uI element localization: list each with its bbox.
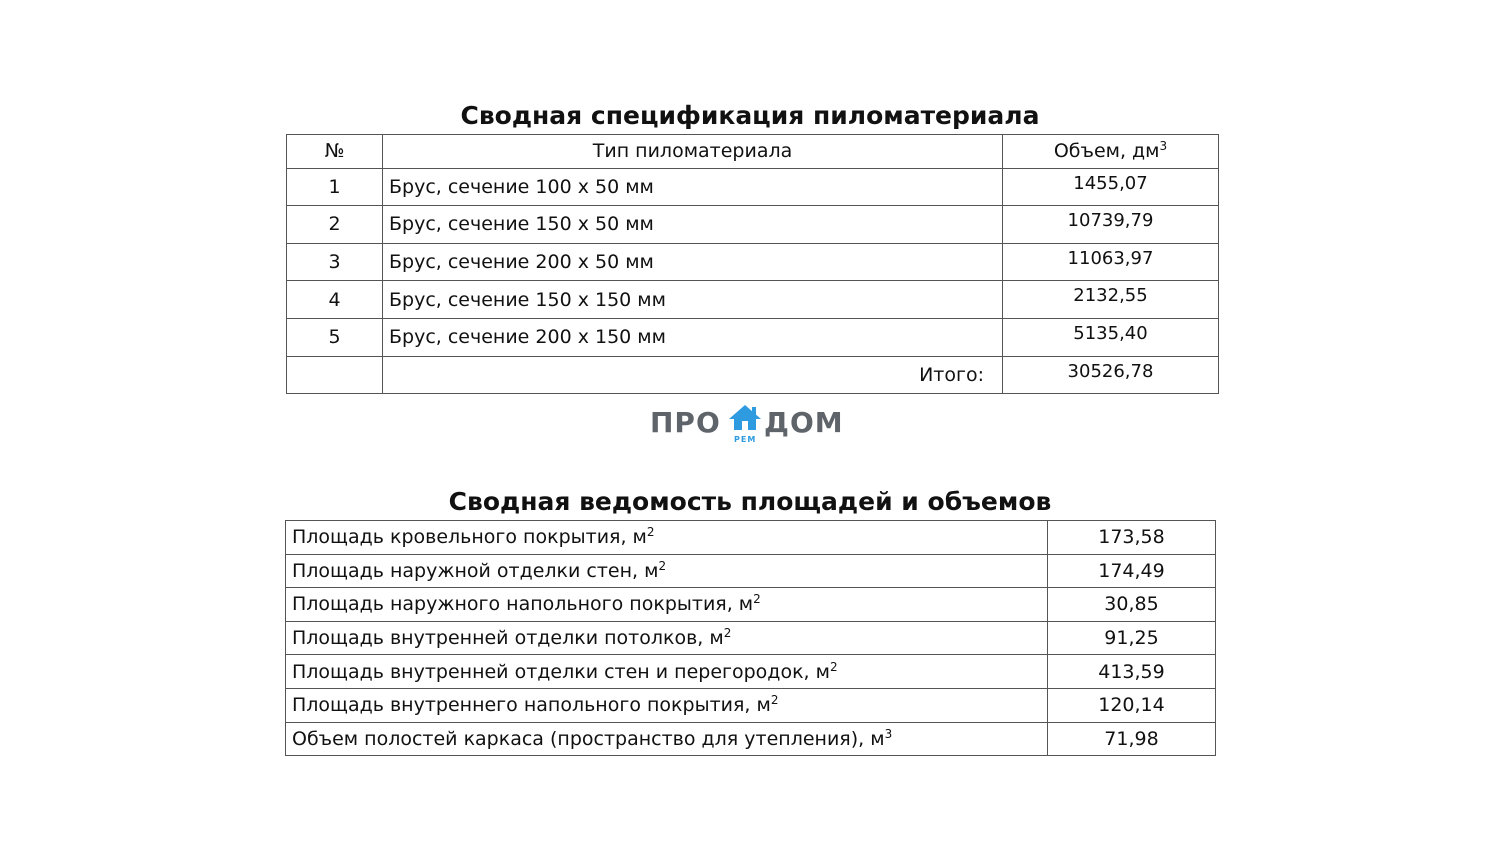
row-unit-sup: 2	[646, 525, 655, 540]
logo-sub-text: РЕМ	[734, 435, 757, 444]
table-row	[287, 243, 1219, 281]
row-label	[286, 722, 1048, 756]
total-empty-cell	[287, 356, 383, 394]
row-label-text: Объем полостей каркаса (пространство для утепления), м	[292, 727, 885, 750]
areas-title: Сводная ведомость площадей и объемов	[448, 487, 1052, 516]
row-value: 173,58	[1048, 521, 1216, 555]
row-unit-sup: 2	[723, 626, 732, 641]
table-row	[287, 318, 1219, 356]
row-volume: 2132,55	[1003, 281, 1219, 319]
row-label-text: Площадь наружного напольного покрытия, м	[292, 593, 754, 616]
row-label-text: Площадь наружной отделки стен, м	[292, 559, 659, 582]
row-label-text: Площадь внутреннего напольного покрытия, м	[292, 694, 771, 717]
row-volume: 10739,79	[1003, 206, 1219, 244]
row-type: Брус, сечение 150 х 50 мм	[383, 206, 1003, 244]
row-unit-sup: 2	[658, 558, 667, 573]
total-row	[287, 356, 1219, 394]
row-type: Брус, сечение 150 х 150 мм	[383, 281, 1003, 319]
row-label	[286, 521, 1048, 555]
row-unit-sup: 2	[829, 659, 838, 674]
header-volume-label: Объем, дм	[1053, 140, 1160, 163]
row-value: 120,14	[1048, 688, 1216, 722]
total-label: Итого:	[383, 356, 1003, 394]
table-row	[286, 722, 1216, 756]
table-row	[286, 521, 1216, 555]
row-num: 3	[287, 243, 383, 281]
row-label	[286, 655, 1048, 689]
row-value: 71,98	[1048, 722, 1216, 756]
lumber-spec-table	[286, 134, 1219, 394]
row-value: 174,49	[1048, 554, 1216, 588]
row-unit-sup: 2	[770, 693, 779, 708]
row-num: 4	[287, 281, 383, 319]
row-label	[286, 554, 1048, 588]
row-value: 413,59	[1048, 655, 1216, 689]
row-type: Брус, сечение 200 х 150 мм	[383, 318, 1003, 356]
row-num: 5	[287, 318, 383, 356]
row-label-text: Площадь внутренней отделки потолков, м	[292, 627, 724, 650]
logo-word-left: ПРО	[650, 406, 721, 439]
row-label	[286, 688, 1048, 722]
row-volume: 5135,40	[1003, 318, 1219, 356]
row-volume: 11063,97	[1003, 243, 1219, 281]
table-header-row	[287, 135, 1219, 169]
table-row	[286, 554, 1216, 588]
row-num: 2	[287, 206, 383, 244]
total-value: 30526,78	[1003, 356, 1219, 394]
row-type: Брус, сечение 200 х 50 мм	[383, 243, 1003, 281]
table-row	[286, 588, 1216, 622]
header-volume-unit-sup: 3	[1159, 139, 1168, 154]
row-volume: 1455,07	[1003, 168, 1219, 206]
table-row	[286, 621, 1216, 655]
house-icon	[728, 404, 762, 436]
areas-volumes-table	[285, 520, 1216, 756]
table-row	[287, 281, 1219, 319]
spec-title: Сводная спецификация пиломатериала	[460, 101, 1040, 130]
header-num: №	[287, 135, 383, 169]
row-label	[286, 621, 1048, 655]
table-row	[286, 688, 1216, 722]
row-value: 30,85	[1048, 588, 1216, 622]
header-volume	[1003, 135, 1219, 169]
row-unit-sup: 3	[884, 726, 893, 741]
row-unit-sup: 2	[753, 592, 761, 607]
row-label	[286, 588, 1048, 622]
logo-word-right: ДОМ	[764, 406, 844, 439]
table-row	[287, 168, 1219, 206]
table-row	[287, 206, 1219, 244]
row-label-text: Площадь внутренней отделки стен и перегородок, м	[292, 660, 830, 683]
row-value: 91,25	[1048, 621, 1216, 655]
row-type: Брус, сечение 100 х 50 мм	[383, 168, 1003, 206]
row-label-text: Площадь кровельного покрытия, м	[292, 526, 647, 549]
table-row	[286, 655, 1216, 689]
prodom-logo	[650, 404, 850, 446]
header-type: Тип пиломатериала	[383, 135, 1003, 169]
row-num: 1	[287, 168, 383, 206]
